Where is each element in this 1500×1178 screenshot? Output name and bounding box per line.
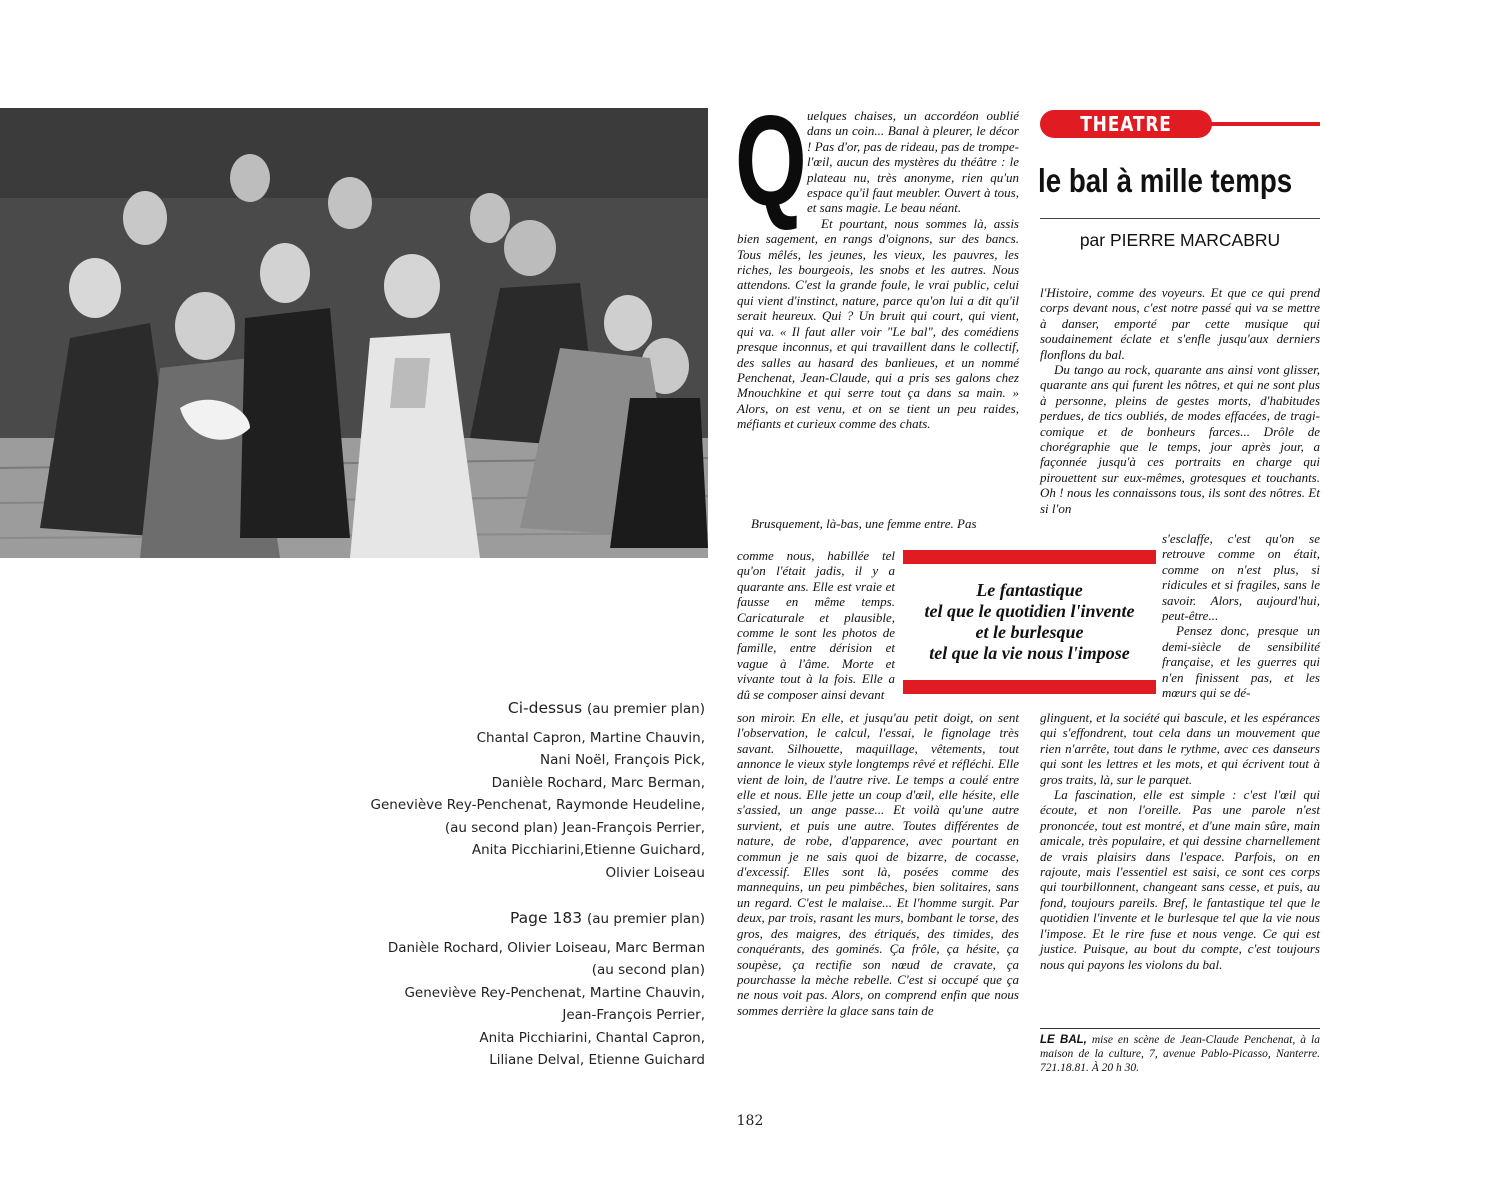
article-column-2-lower	[1040, 710, 1320, 972]
pull-quote-line: et le burlesque	[975, 622, 1084, 642]
pull-quote-line: tel que la vie nous l'impose	[929, 643, 1130, 663]
caption-line: Chantal Capron, Martine Chauvin,	[476, 729, 705, 746]
caption-heading-text: Page 183	[510, 909, 583, 927]
caption-line: (au second plan) Jean-François Perrier,	[444, 819, 705, 836]
article-paragraph: glinguent, et la société qui bascule, et les espérances qui s'effondrent, tout cela dans un mouvement que rien n'arrête, tout dans le rythme, avec ces danseurs qui sont les lettres et les mots, et qui écrivent tout à gros traits, là, sur le parquet.	[1040, 710, 1320, 787]
drop-cap: Q	[735, 90, 807, 233]
pull-quote-line: tel que le quotidien l'invente	[924, 601, 1135, 621]
pull-quote-line: Le fantastique	[976, 580, 1083, 600]
photo-caption-page-183	[345, 907, 705, 1072]
caption-line: Anita Picchiarini, Chantal Capron,	[479, 1029, 705, 1046]
article-column-2	[1040, 285, 1320, 516]
show-credit	[1040, 1028, 1320, 1075]
caption-line: Anita Picchiarini,Etienne Guichard,	[471, 842, 705, 858]
byline: par PIERRE MARCABRU	[1079, 230, 1281, 250]
caption-heading-note: (au premier plan)	[587, 701, 705, 717]
article-column-1-continued	[737, 516, 1019, 531]
credit-text: mise en scène de Jean-Claude Penchenat, à la maison de la culture, 7, avenue Pablo-Picasso, Nanterre. 721.18.81. À 20 h 30.	[1040, 1034, 1320, 1074]
section-tag	[1040, 110, 1320, 140]
article-paragraph: Pensez donc, presque un demi-siècle de sensibilité française, et les guerres qui n'en finissent pas, et les mœurs qui se dé-	[1162, 623, 1320, 701]
pull-quote-text	[903, 580, 1156, 664]
article-paragraph: uelques chaises, un accordéon oublié dans un coin... Banal à pleurer, le décor ! Pas d'or, pas de rideau, pas de trompe-l'œil, aucun des mystères du théâtre : le plateau nu, très anonyme, rien qu'un espace qu'il faut meubler. Ouvert à tous, et sans magie. Le beau néant.	[807, 108, 1019, 216]
article-paragraph: Brusquement, là-bas, une femme entre. Pas	[751, 516, 977, 531]
article-paragraph: l'Histoire, comme des voyeurs. Et que ce qui prend corps devant nous, c'est notre passé qui va se mettre à danser, emporté par cette musique qui soudainement éclate et s'enfle jusqu'aux derniers flonflons du bal.	[1040, 285, 1320, 362]
caption-heading-note: (au premier plan)	[587, 911, 705, 927]
pull-quote-bar-bottom	[903, 680, 1156, 694]
stage-photo	[0, 108, 708, 558]
caption-line: Geneviève Rey-Penchenat, Raymonde Heudeline,	[370, 797, 705, 813]
caption-heading	[345, 697, 705, 721]
article-column-2-narrow	[1162, 531, 1320, 700]
pull-quote	[903, 550, 1156, 694]
caption-line: Jean-François Perrier,	[562, 1007, 705, 1023]
credit-label: LE BAL,	[1040, 1034, 1087, 1046]
article-column-1-lower	[737, 710, 1019, 1018]
article-paragraph: son miroir. En elle, et jusqu'au petit doigt, on sent l'observation, le calcul, l'essai, le fignolage très savant. Silhouette, maquillage, vêtements, tout annonce le vieux style longtemps rêvé et réfléchi. Elle vient de loin, de l'autre rive. Le temps a coulé entre elle et nous. Elle jette un coup d'œil, elle hésite, elle s'assied, un ange passe... Et voilà qu'une autre survient, et puis une autre. Toutes différentes de nature, de robe, d'apparence, avec pourtant en commun je ne sais quoi de bizarre, de cocasse, d'excessif. Elles sont là, posées comme des mannequins, un peu pimbêches, bien solitaires, sans un regard. C'est le malaise... Et l'homme surgit. Par deux, par trois, rasant les murs, bombant le torse, des gros, des maigres, des étriqués, des timides, des conquérants, des gominés. Ça frôle, ça hésite, ça soupèse, ça rectifie son nœud de cravate, ça pourchasse la mèche rebelle. C'est si occupé que ça ne nous voit pas. Alors, on comprend enfin que nous sommes derrière la glace sans tain de	[737, 710, 1019, 1018]
pull-quote-bar-top	[903, 550, 1156, 564]
caption-line: (au second plan)	[591, 962, 705, 978]
caption-line: Danièle Rochard, Marc Berman,	[491, 774, 705, 791]
section-tag-label: THEATRE	[1080, 112, 1172, 136]
page-number: 182	[736, 1113, 764, 1129]
caption-heading	[345, 907, 705, 931]
title-divider	[1040, 218, 1320, 219]
article-paragraph: comme nous, habillée tel qu'on l'était jadis, il y a quarante ans. Elle est vraie et fausse en même temps. Caricaturale et plausible, comme le sont les photos de famille, entre dérision et vague à l'âme. Morte et vivante tout à la fois. Elle a dû se composer ainsi devant	[737, 548, 895, 702]
article-paragraph: Du tango au rock, quarante ans ainsi vont glisser, quarante ans qui furent les nôtres, et qui ne sont plus à personne, pleins de gestes morts, d'habitudes perdues, de tics oubliés, de modes effacées, de tragi-comique et de bonheurs farces... Drôle de chorégraphie que le temps, jour après jour, a façonnée jusqu'à ces portraits en charge qui pirouettent sur eux-mêmes, grotesques et touchants. Oh ! nous les connaissons tous, ils sont des nôtres. Et si l'on	[1040, 362, 1320, 516]
stage-photo-image	[0, 108, 708, 558]
article-title: le bal à mille temps	[1038, 162, 1293, 199]
caption-line: Liliane Delval, Etienne Guichard	[489, 1052, 705, 1068]
caption-heading-text: Ci-dessus	[507, 699, 583, 717]
photo-caption-above	[345, 697, 705, 884]
article-paragraph: s'esclaffe, c'est qu'on se retrouve comme on était, comme on n'est plus, si ridicules et si fragiles, sans le savoir. Alors, aujourd'hui, peut-être...	[1162, 531, 1320, 624]
article-paragraph: La fascination, elle est simple : c'est l'œil qui écoute, et non l'oreille. Pas une parole n'est prononcée, tout est montré, et d'une main sûre, main amicale, très populaire, et qui dessine charnellement de vrais plaisirs dans l'espace. Parfois, on en rajoute, mais l'essentiel est saisi, ce sont ces corps qui tourbillonnent, changeant sans cesse, et puis, au fond, toujours pareils. Bref, le fantastique tel que le quotidien l'invente et le burlesque tel que la vie nous l'impose. Et le rire fuse et nous venge. Ce qui est justice. Puisque, au bout du compte, c'est toujours nous qui payons les violons du bal.	[1040, 787, 1320, 972]
caption-line: Danièle Rochard, Olivier Loiseau, Marc Berman	[387, 939, 705, 956]
section-tag-rule	[1205, 122, 1320, 126]
caption-line: Nani Noël, François Pick,	[539, 752, 705, 768]
article-column-1-narrow	[737, 548, 895, 702]
caption-line: Geneviève Rey-Penchenat, Martine Chauvin,	[404, 984, 705, 1001]
article-column-1	[735, 90, 1019, 432]
article-paragraph: Et pourtant, nous sommes là, assis bien sagement, en rangs d'oignons, sur des bancs. Tous mêlés, les jeunes, les vieux, les pauvres, les riches, les bourgeois, les snobs et les autres. Nous attendons. C'est la grande foule, le vrai public, celui qui vient d'instinct, nature, parce qu'on lui a dit qu'il serait heureux. Qui ? Un bruit qui court, qui vient, qui va. « Il faut aller voir "Le bal", des comédiens presque inconnus, et qui travaillent dans le collectif, des salles au hasard des banlieues, et un nommé Penchenat, Jean-Claude, qui a pris ses galons chez Mnouchkine et qui serre tout ça dans sa main. » Alors, on est venu, et on se tient un peu raides, méfiants et curieux comme des chats.	[737, 215, 1019, 432]
caption-line: Olivier Loiseau	[605, 864, 705, 881]
